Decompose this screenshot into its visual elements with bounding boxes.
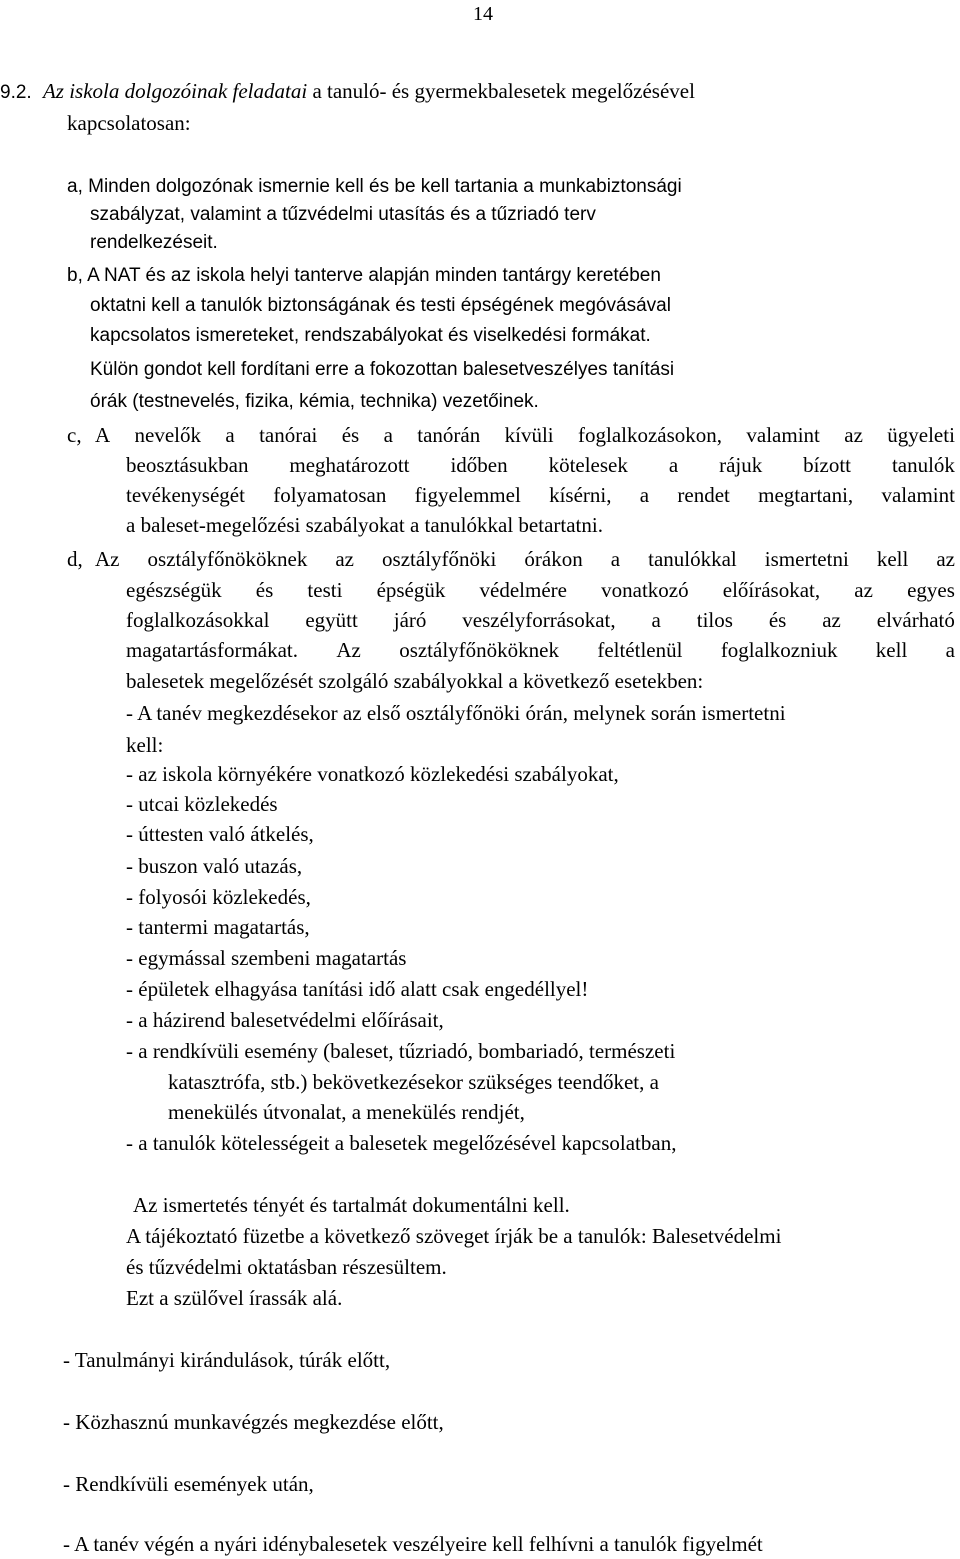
word: védelmére xyxy=(479,578,567,602)
item-a-line: rendelkezéseit. xyxy=(90,232,218,253)
list-item: - úttesten való átkelés, xyxy=(126,822,314,846)
section-heading-line2: kapcsolatosan: xyxy=(67,111,191,135)
word: tanulókkal xyxy=(648,547,737,571)
word: bízott xyxy=(803,453,851,477)
closing-line: Ezt a szülővel írassák alá. xyxy=(126,1286,343,1310)
word: a xyxy=(225,423,235,447)
word: és xyxy=(255,578,274,602)
word: megtartani, xyxy=(758,483,854,507)
word: a xyxy=(610,547,621,571)
item-c-line2 xyxy=(126,452,955,478)
word: órákon xyxy=(524,547,583,571)
section-heading xyxy=(0,78,695,106)
word: tevékenységét xyxy=(126,483,245,507)
word: feltétlenül xyxy=(597,638,683,662)
closing-line: és tűzvédelmi oktatásban részesültem. xyxy=(126,1255,447,1279)
list-item: - utcai közlekedés xyxy=(126,792,278,816)
word: tanórán xyxy=(417,423,481,447)
word: foglalkozásokkal xyxy=(126,608,270,632)
word: az xyxy=(844,423,863,447)
word: és xyxy=(341,423,360,447)
occasion-item: - Rendkívüli események után, xyxy=(63,1472,314,1496)
word: időben xyxy=(450,453,508,477)
word: osztályfőnöki xyxy=(382,547,497,571)
list-item: - buszon való utazás, xyxy=(126,854,303,878)
word: a xyxy=(651,608,661,632)
closing-line: Az ismertetés tényét és tartalmát dokumentálni kell. xyxy=(133,1193,570,1217)
item-c-line4: a baleset-megelőzési szabályokat a tanulókkal betartatni. xyxy=(126,513,603,537)
word: valamint xyxy=(881,483,955,507)
word: osztályfőnököknek xyxy=(147,547,308,571)
item-d-line3 xyxy=(126,607,955,633)
occasion-item: - A tanév végén a nyári idénybalesetek veszélyeire kell felhívni a tanulók figyelmét xyxy=(63,1532,763,1556)
word: a xyxy=(383,423,393,447)
word: rájuk xyxy=(719,453,763,477)
word: tanórai xyxy=(259,423,318,447)
list-item: menekülés útvonalat, a menekülés rendjét, xyxy=(168,1100,525,1124)
item-d-line1 xyxy=(95,546,955,572)
word: a xyxy=(945,638,955,662)
item-c-label: c, xyxy=(67,423,82,447)
list-item: - a tanulók kötelességeit a balesetek megelőzésével kapcsolatban, xyxy=(126,1131,677,1155)
item-b-line: b, A NAT és az iskola helyi tanterve alapján minden tantárgy keretében xyxy=(67,265,661,286)
word: foglalkozniuk xyxy=(720,638,838,662)
word: folyamatosan xyxy=(273,483,387,507)
word: beosztásukban xyxy=(126,453,249,477)
item-b-line: órák (testnevelés, fizika, kémia, technika) vezetőinek. xyxy=(90,391,539,412)
word: testi xyxy=(307,578,343,602)
word: a xyxy=(639,483,650,507)
item-d-line2 xyxy=(126,577,955,603)
item-d-line5: balesetek megelőzését szolgáló szabályokkal a következő esetekben: xyxy=(126,669,704,693)
word: kell xyxy=(875,638,908,662)
word: foglalkozásokon, xyxy=(578,423,723,447)
item-c-line1 xyxy=(95,422,955,448)
word: az xyxy=(335,547,355,571)
word: az xyxy=(854,578,873,602)
word: nevelők xyxy=(134,423,202,447)
word: magatartásformákat. xyxy=(126,638,298,662)
word: tilos xyxy=(696,608,733,632)
word: és xyxy=(768,608,787,632)
list-item: - a házirend balesetvédelmi előírásait, xyxy=(126,1008,444,1032)
item-a-line: szabályzat, valamint a tűzvédelmi utasítás és a tűzriadó terv xyxy=(90,204,596,225)
word: Az xyxy=(95,547,120,571)
word: figyelemmel xyxy=(414,483,521,507)
word: valamint xyxy=(746,423,820,447)
item-b-line: oktatni kell a tanulók biztonságának és testi épségének megóvásával xyxy=(90,295,671,316)
word: épségük xyxy=(376,578,446,602)
list-item: - az iskola környékére vonatkozó közlekedési szabályokat, xyxy=(126,762,619,786)
word: ismertetni xyxy=(764,547,849,571)
list-item: - a rendkívüli esemény (baleset, tűzriadó, bombariadó, természeti xyxy=(126,1039,676,1063)
word: a xyxy=(668,453,679,477)
word: meghatározott xyxy=(289,453,410,477)
word: Az xyxy=(336,638,361,662)
list-item: - A tanév megkezdésekor az első osztályfőnöki órán, melynek során ismertetni xyxy=(126,701,786,725)
word: járó xyxy=(393,608,427,632)
item-d-label: d, xyxy=(67,547,83,571)
word: kísérni, xyxy=(549,483,612,507)
word: egészségük xyxy=(126,578,222,602)
page-number: 14 xyxy=(473,3,493,25)
item-b-line: Külön gondot kell fordítani erre a fokozottan balesetveszélyes tanítási xyxy=(90,359,675,380)
word: vonatkozó xyxy=(601,578,689,602)
item-b-line: kapcsolatos ismereteket, rendszabályokat és viselkedési formákat. xyxy=(90,325,651,346)
list-item: - egymással szembeni magatartás xyxy=(126,946,407,970)
occasion-item: - Tanulmányi kirándulások, túrák előtt, xyxy=(63,1348,391,1372)
word: kívüli xyxy=(504,423,554,447)
occasion-item: - Közhasznú munkavégzés megkezdése előtt, xyxy=(63,1410,444,1434)
word: kötelesek xyxy=(548,453,628,477)
word: A xyxy=(95,423,111,447)
word: az xyxy=(936,547,955,571)
section-title-italic: Az iskola dolgozóinak feladatai xyxy=(42,79,308,103)
word: ügyeleti xyxy=(887,423,955,447)
word: együtt xyxy=(305,608,358,632)
item-d-line4 xyxy=(126,637,955,663)
section-title-rest: a tanuló- és gyermekbalesetek megelőzésével xyxy=(312,79,695,103)
list-item: - folyosói közlekedés, xyxy=(126,885,311,909)
word: egyes xyxy=(907,578,955,602)
word: előírásokat, xyxy=(722,578,821,602)
item-c-line3 xyxy=(126,482,955,508)
section-number: 9.2. xyxy=(0,82,32,103)
word: veszélyforrásokat, xyxy=(462,608,616,632)
word: elvárható xyxy=(876,608,955,632)
item-a-line: a, Minden dolgozónak ismernie kell és be kell tartania a munkabiztonsági xyxy=(67,176,682,197)
list-item: katasztrófa, stb.) bekövetkezésekor szükséges teendőket, a xyxy=(168,1070,659,1094)
list-item: - tantermi magatartás, xyxy=(126,915,310,939)
word: osztályfőnököknek xyxy=(399,638,559,662)
word: az xyxy=(822,608,841,632)
list-item: - épületek elhagyása tanítási idő alatt csak engedéllyel! xyxy=(126,977,589,1001)
list-item: kell: xyxy=(126,733,164,757)
word: tanulók xyxy=(891,453,955,477)
word: rendet xyxy=(677,483,730,507)
word: kell xyxy=(876,547,909,571)
closing-line: A tájékoztató füzetbe a következő szöveget írják be a tanulók: Balesetvédelmi xyxy=(126,1224,782,1248)
